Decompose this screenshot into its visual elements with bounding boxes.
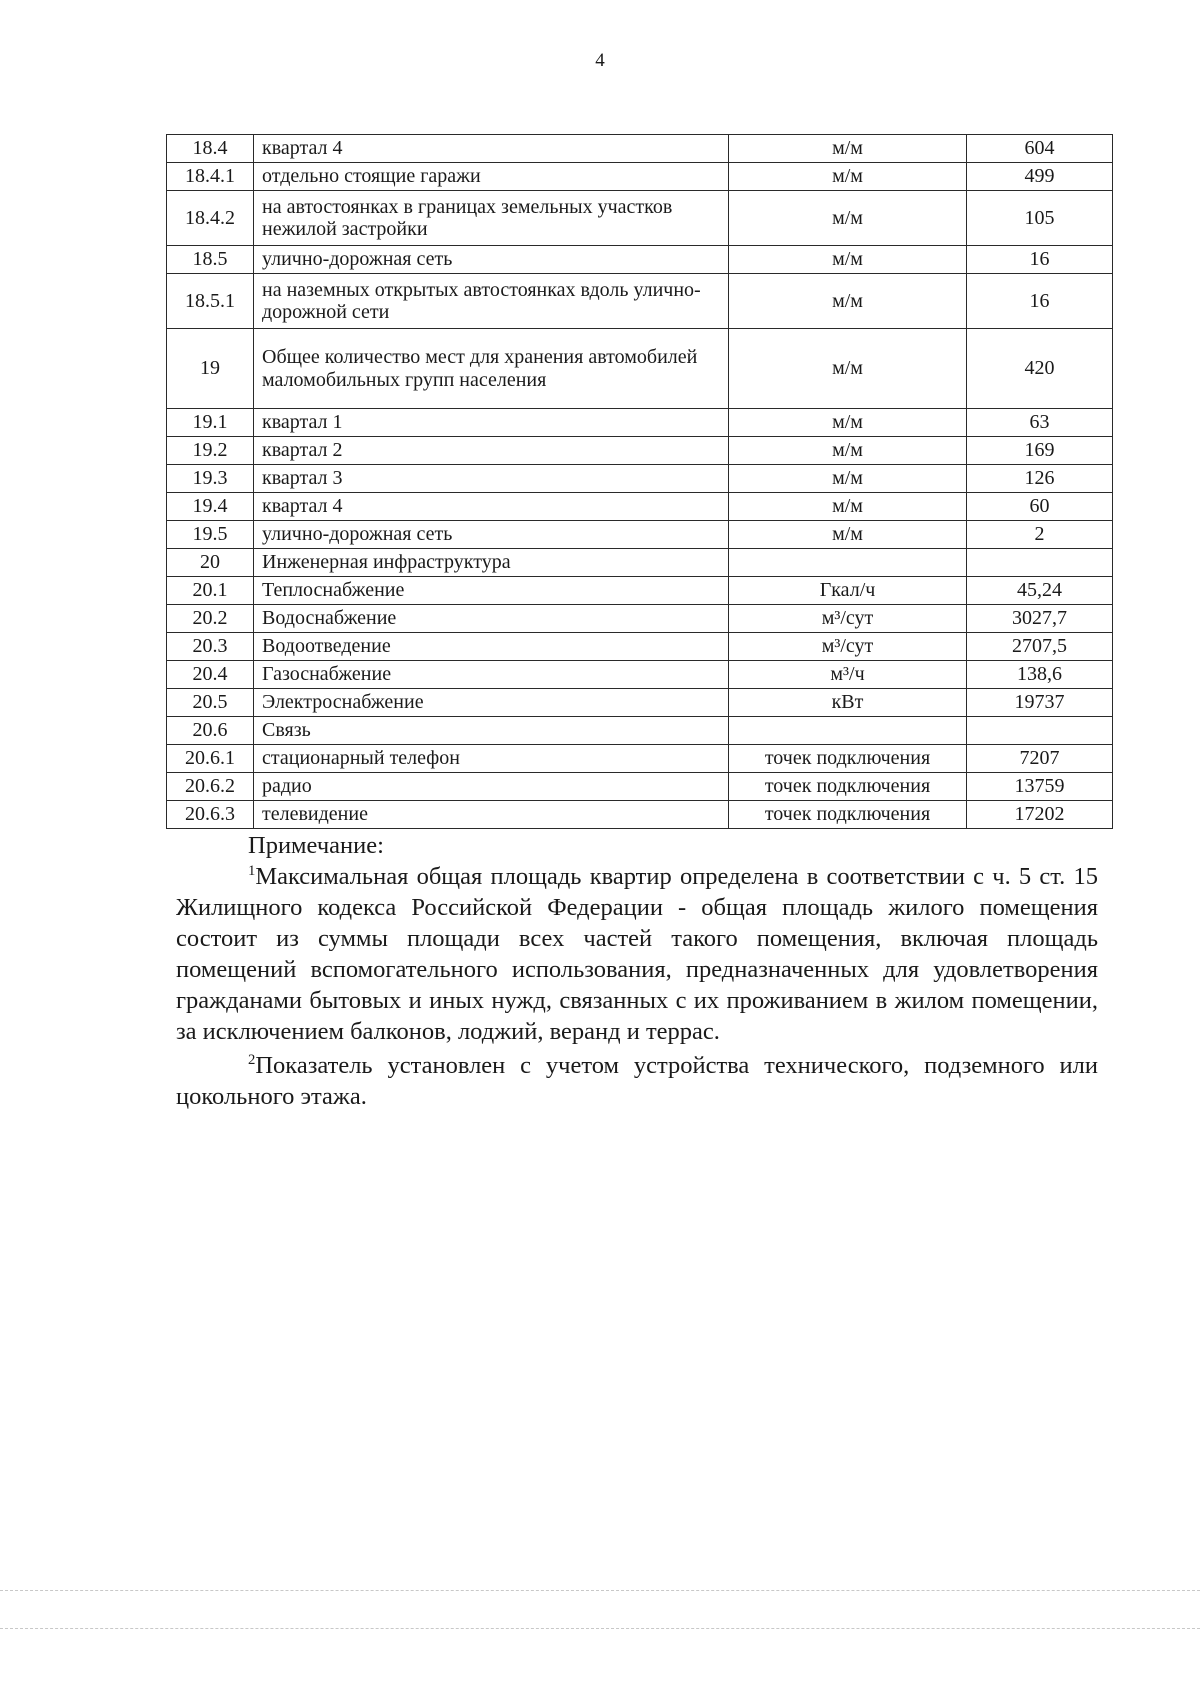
indicator-name-cell: квартал 4: [254, 135, 729, 163]
row-number-cell: 20.6: [167, 717, 254, 745]
value-cell: 13759: [967, 773, 1113, 801]
row-number-cell: 18.4: [167, 135, 254, 163]
table-row: [167, 801, 1113, 829]
table-row: [167, 661, 1113, 689]
unit-cell: м³/сут: [729, 605, 967, 633]
value-cell: 63: [967, 409, 1113, 437]
value-cell: 60: [967, 493, 1113, 521]
table-row: [167, 274, 1113, 329]
table-row: [167, 773, 1113, 801]
row-number-cell: 20.1: [167, 577, 254, 605]
indicator-name-cell: на наземных открытых автостоянках вдоль улично-дорожной сети: [254, 274, 729, 329]
table-row: [167, 521, 1113, 549]
row-number-cell: 19.2: [167, 437, 254, 465]
row-number-cell: 18.4.2: [167, 191, 254, 246]
table-row: [167, 437, 1113, 465]
row-number-cell: 20.3: [167, 633, 254, 661]
row-number-cell: 18.4.1: [167, 163, 254, 191]
footnote-2-mark: 2: [248, 1051, 256, 1068]
value-cell: 105: [967, 191, 1113, 246]
row-number-cell: 20.6.2: [167, 773, 254, 801]
scan-edge-line: [0, 1590, 1200, 1591]
indicator-name-cell: радио: [254, 773, 729, 801]
value-cell: [967, 717, 1113, 745]
value-cell: 126: [967, 465, 1113, 493]
unit-cell: м/м: [729, 163, 967, 191]
scan-edge-line: [0, 1628, 1200, 1629]
table-row: [167, 717, 1113, 745]
row-number-cell: 18.5.1: [167, 274, 254, 329]
indicator-name-cell: Водоотведение: [254, 633, 729, 661]
indicator-name-cell: Водоснабжение: [254, 605, 729, 633]
unit-cell: м/м: [729, 329, 967, 409]
value-cell: 19737: [967, 689, 1113, 717]
indicator-name-cell: Общее количество мест для хранения автомобилей маломобильных групп населения: [254, 329, 729, 409]
table-row: [167, 163, 1113, 191]
indicator-name-cell: Связь: [254, 717, 729, 745]
page-number: 4: [595, 50, 605, 71]
value-cell: 3027,7: [967, 605, 1113, 633]
unit-cell: м/м: [729, 274, 967, 329]
unit-cell: кВт: [729, 689, 967, 717]
value-cell: 16: [967, 246, 1113, 274]
unit-cell: точек подключения: [729, 773, 967, 801]
table-row: [167, 493, 1113, 521]
footnote-2: [176, 1050, 1098, 1112]
value-cell: 420: [967, 329, 1113, 409]
indicator-name-cell: Газоснабжение: [254, 661, 729, 689]
unit-cell: м/м: [729, 437, 967, 465]
table-row: [167, 246, 1113, 274]
footnote-1-text: Максимальная общая площадь квартир определена в соответствии с ч. 5 ст. 15 Жилищного кодекса Российской Федерации - общая площадь жилого помещения состоит из суммы площади всех частей такого помещения, включая площадь помещений вспомогательного использования, предназначенных для удовлетворения гражданами бытовых и иных нужд, связанных с их проживанием в жилом помещении, за исключением балконов, лоджий, веранд и террас.: [176, 863, 1098, 1045]
unit-cell: Гкал/ч: [729, 577, 967, 605]
value-cell: 45,24: [967, 577, 1113, 605]
value-cell: 7207: [967, 745, 1113, 773]
footnote-1: [176, 861, 1098, 1047]
unit-cell: [729, 717, 967, 745]
indicator-name-cell: Теплоснабжение: [254, 577, 729, 605]
table-row: [167, 329, 1113, 409]
table-row: [167, 605, 1113, 633]
unit-cell: м/м: [729, 246, 967, 274]
table-row: [167, 577, 1113, 605]
indicator-name-cell: улично-дорожная сеть: [254, 521, 729, 549]
unit-cell: м/м: [729, 409, 967, 437]
row-number-cell: 18.5: [167, 246, 254, 274]
value-cell: 16: [967, 274, 1113, 329]
notes-title: Примечание:: [248, 832, 384, 859]
unit-cell: м/м: [729, 465, 967, 493]
notes-section: [176, 830, 1098, 1112]
row-number-cell: 20.4: [167, 661, 254, 689]
unit-cell: м³/ч: [729, 661, 967, 689]
unit-cell: точек подключения: [729, 745, 967, 773]
unit-cell: м/м: [729, 521, 967, 549]
table-row: [167, 745, 1113, 773]
value-cell: 169: [967, 437, 1113, 465]
table-row: [167, 549, 1113, 577]
indicators-table: [166, 134, 1113, 829]
value-cell: 17202: [967, 801, 1113, 829]
unit-cell: м/м: [729, 135, 967, 163]
indicator-name-cell: Электроснабжение: [254, 689, 729, 717]
indicator-name-cell: улично-дорожная сеть: [254, 246, 729, 274]
row-number-cell: 19.3: [167, 465, 254, 493]
table-row: [167, 409, 1113, 437]
unit-cell: точек подключения: [729, 801, 967, 829]
row-number-cell: 19: [167, 329, 254, 409]
table-row: [167, 135, 1113, 163]
indicator-name-cell: квартал 2: [254, 437, 729, 465]
value-cell: 604: [967, 135, 1113, 163]
table-row: [167, 465, 1113, 493]
row-number-cell: 20.5: [167, 689, 254, 717]
table-row: [167, 191, 1113, 246]
indicator-name-cell: квартал 1: [254, 409, 729, 437]
unit-cell: м/м: [729, 493, 967, 521]
table-row: [167, 689, 1113, 717]
unit-cell: [729, 549, 967, 577]
row-number-cell: 19.5: [167, 521, 254, 549]
indicator-name-cell: отдельно стоящие гаражи: [254, 163, 729, 191]
value-cell: 2707,5: [967, 633, 1113, 661]
indicator-name-cell: квартал 4: [254, 493, 729, 521]
indicator-name-cell: квартал 3: [254, 465, 729, 493]
row-number-cell: 19.1: [167, 409, 254, 437]
value-cell: [967, 549, 1113, 577]
footnote-2-text: Показатель установлен с учетом устройства технического, подземного или цокольного этажа.: [176, 1052, 1098, 1110]
row-number-cell: 20.6.1: [167, 745, 254, 773]
indicator-name-cell: на автостоянках в границах земельных участков нежилой застройки: [254, 191, 729, 246]
indicator-name-cell: телевидение: [254, 801, 729, 829]
value-cell: 138,6: [967, 661, 1113, 689]
row-number-cell: 19.4: [167, 493, 254, 521]
table-row: [167, 633, 1113, 661]
row-number-cell: 20.6.3: [167, 801, 254, 829]
unit-cell: м/м: [729, 191, 967, 246]
indicators-table-body: [167, 135, 1113, 829]
indicator-name-cell: стационарный телефон: [254, 745, 729, 773]
row-number-cell: 20.2: [167, 605, 254, 633]
value-cell: 2: [967, 521, 1113, 549]
value-cell: 499: [967, 163, 1113, 191]
indicator-name-cell: Инженерная инфраструктура: [254, 549, 729, 577]
footnote-1-mark: 1: [248, 862, 256, 879]
unit-cell: м³/сут: [729, 633, 967, 661]
row-number-cell: 20: [167, 549, 254, 577]
